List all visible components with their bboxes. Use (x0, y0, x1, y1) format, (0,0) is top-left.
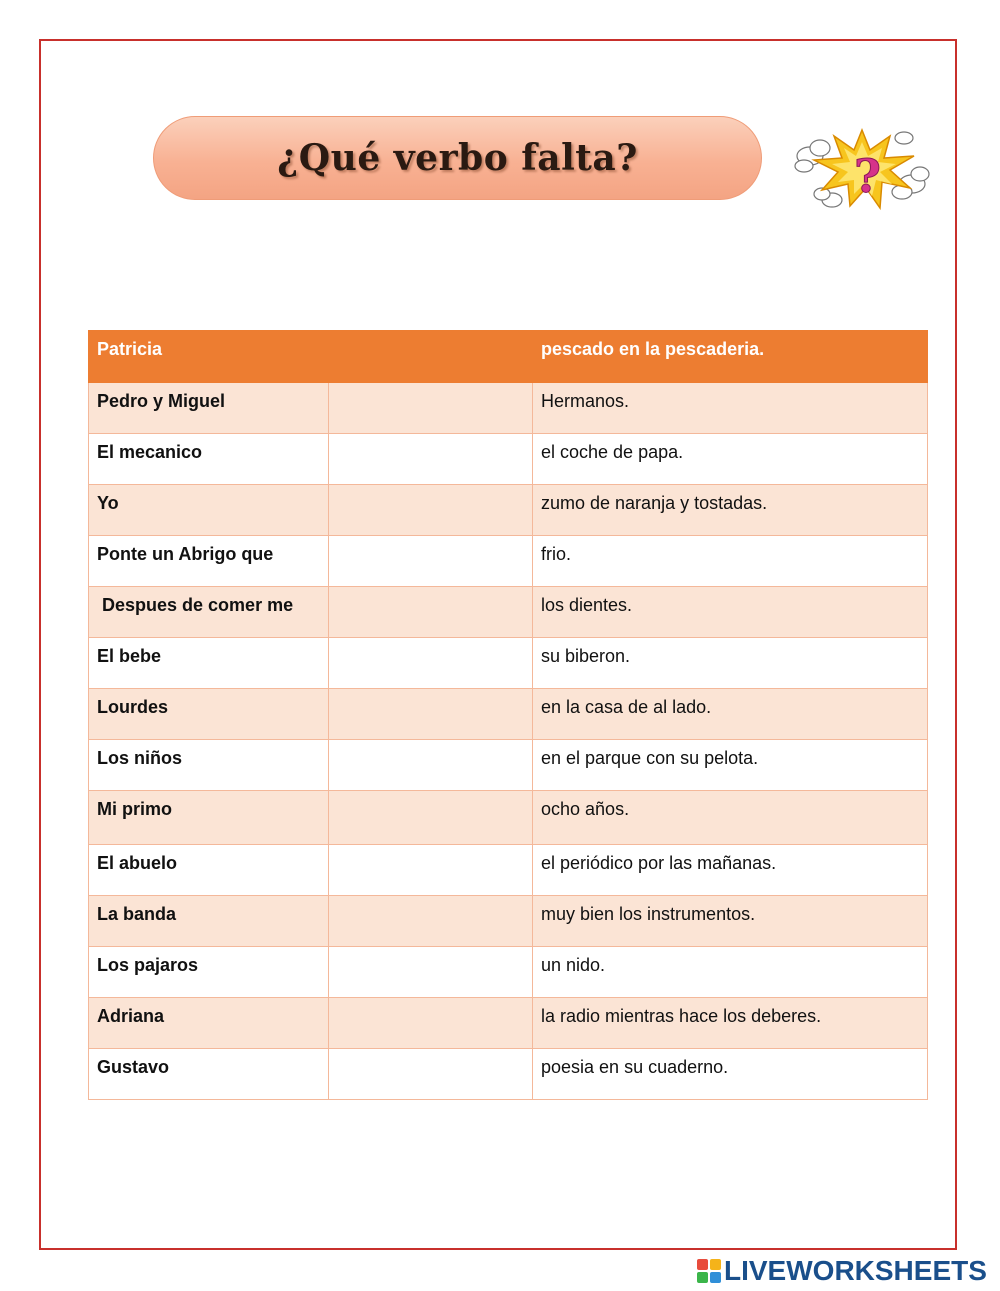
page-title: ¿Qué verbo falta? (277, 137, 638, 179)
row-subject: Yo (89, 485, 329, 536)
row-ending: frio. (533, 536, 928, 587)
svg-text:?: ? (854, 149, 881, 203)
verb-table (88, 330, 928, 1100)
header-blank (329, 331, 533, 383)
question-burst-icon (792, 126, 932, 212)
table-row (89, 638, 928, 689)
header-ending: pescado en la pescaderia. (533, 331, 928, 383)
verb-blank-cell[interactable] (329, 845, 533, 896)
verb-blank-cell[interactable] (329, 1049, 533, 1100)
row-ending: un nido. (533, 947, 928, 998)
row-ending: su biberon. (533, 638, 928, 689)
verb-blank-cell[interactable] (329, 587, 533, 638)
table-row (89, 947, 928, 998)
row-ending: el coche de papa. (533, 434, 928, 485)
table-row (89, 689, 928, 740)
row-subject: Los niños (89, 740, 329, 791)
row-ending: los dientes. (533, 587, 928, 638)
table-row (89, 587, 928, 638)
title-banner (153, 116, 762, 200)
verb-blank-cell[interactable] (329, 638, 533, 689)
row-ending: muy bien los instrumentos. (533, 896, 928, 947)
row-ending: Hermanos. (533, 383, 928, 434)
row-subject: Despues de comer me (89, 587, 329, 638)
table-row (89, 998, 928, 1049)
table-row (89, 536, 928, 587)
verb-blank-cell[interactable] (329, 947, 533, 998)
verb-blank-cell[interactable] (329, 485, 533, 536)
brand-name: LIVEWORKSHEETS (724, 1255, 987, 1286)
row-ending: en el parque con su pelota. (533, 740, 928, 791)
verb-blank-cell[interactable] (329, 383, 533, 434)
row-subject: Adriana (89, 998, 329, 1049)
table-row (89, 485, 928, 536)
verb-blank-cell[interactable] (329, 536, 533, 587)
table-row (89, 383, 928, 434)
table-row (89, 791, 928, 845)
row-subject: El bebe (89, 638, 329, 689)
row-ending: la radio mientras hace los deberes. (533, 998, 928, 1049)
verb-blank-cell[interactable] (329, 740, 533, 791)
table-row (89, 1049, 928, 1100)
row-subject: Mi primo (89, 791, 329, 845)
row-subject: El abuelo (89, 845, 329, 896)
row-ending: poesia en su cuaderno. (533, 1049, 928, 1100)
verb-blank-cell[interactable] (329, 434, 533, 485)
row-subject: Los pajaros (89, 947, 329, 998)
row-subject: La banda (89, 896, 329, 947)
table-row (89, 896, 928, 947)
row-subject: Gustavo (89, 1049, 329, 1100)
table-row (89, 740, 928, 791)
table-header-row (89, 331, 928, 383)
row-ending: el periódico por las mañanas. (533, 845, 928, 896)
row-ending: ocho años. (533, 791, 928, 845)
row-subject: El mecanico (89, 434, 329, 485)
table-row (89, 434, 928, 485)
row-subject: Lourdes (89, 689, 329, 740)
row-ending: en la casa de al lado. (533, 689, 928, 740)
verb-blank-cell[interactable] (329, 896, 533, 947)
verb-blank-cell[interactable] (329, 791, 533, 845)
liveworksheets-logo (697, 1256, 987, 1286)
row-subject: Ponte un Abrigo que (89, 536, 329, 587)
verb-blank-cell[interactable] (329, 998, 533, 1049)
header-subject: Patricia (89, 331, 329, 383)
logo-blocks-icon (697, 1259, 721, 1283)
row-ending: zumo de naranja y tostadas. (533, 485, 928, 536)
table-row (89, 845, 928, 896)
row-subject: Pedro y Miguel (89, 383, 329, 434)
verb-blank-cell[interactable] (329, 689, 533, 740)
